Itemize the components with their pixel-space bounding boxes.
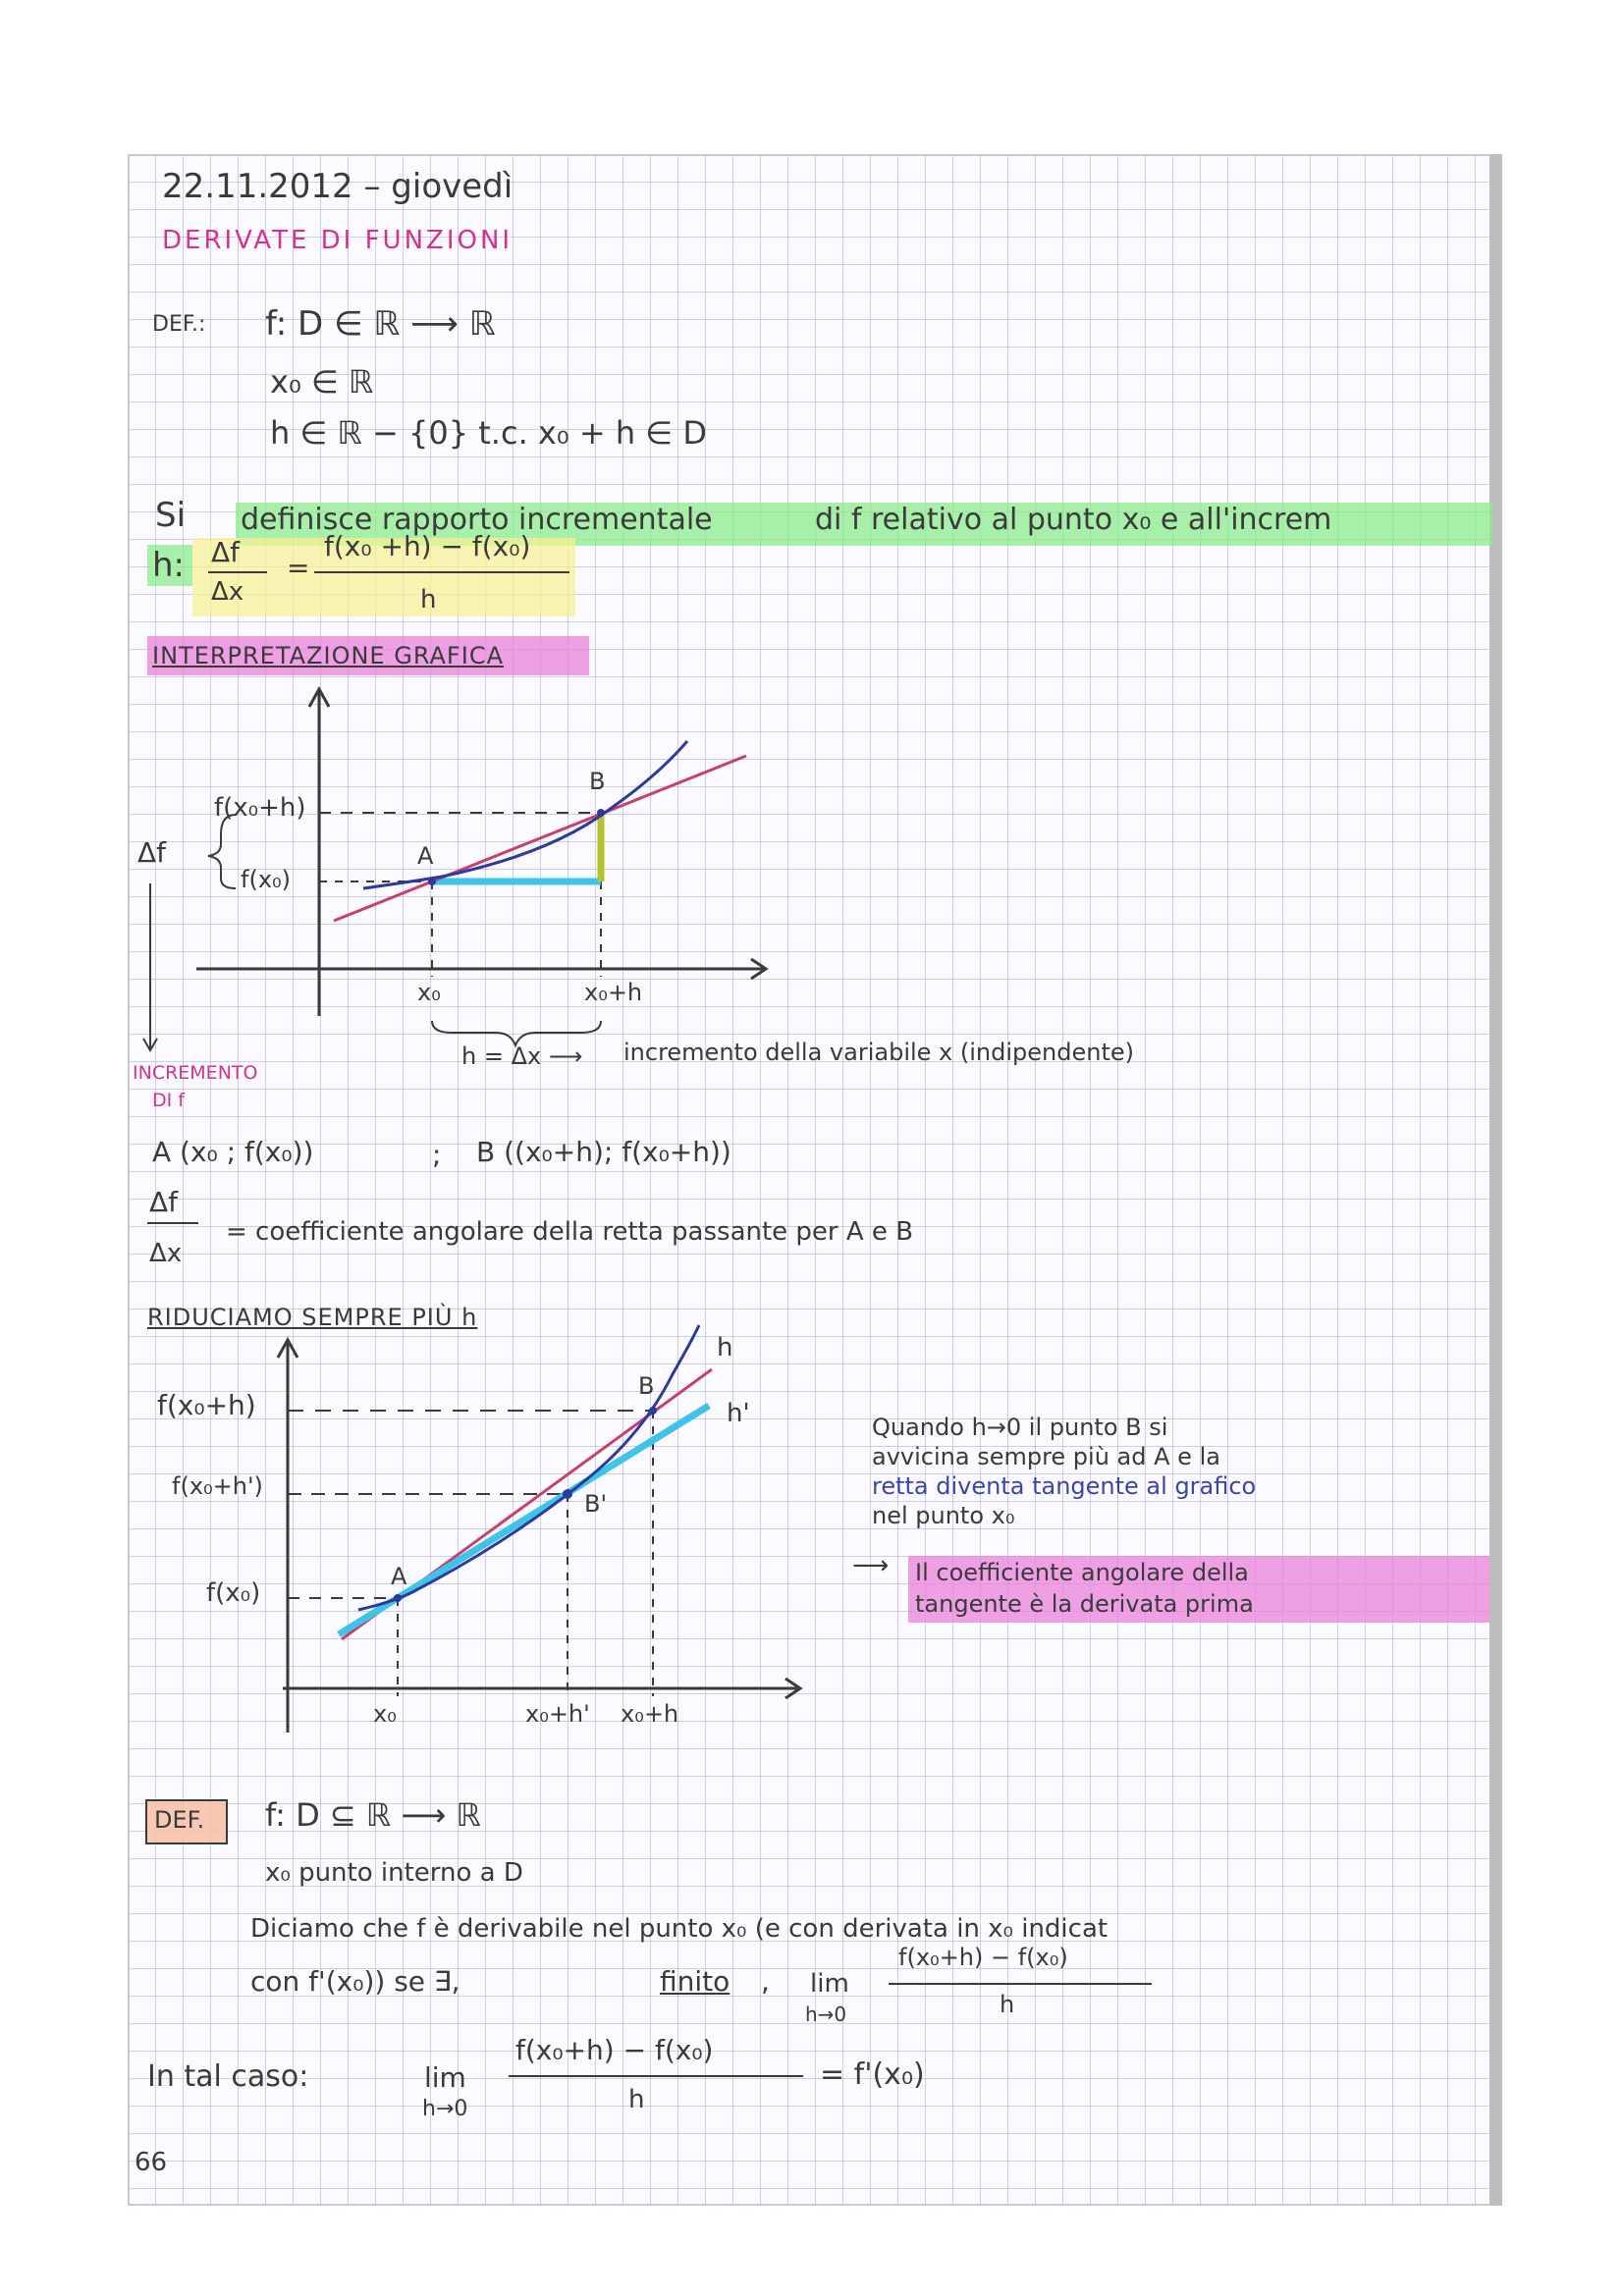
slope-delta-f: Δf bbox=[149, 1186, 179, 1218]
final-result: = f'(x₀) bbox=[820, 2057, 925, 2092]
graph2-label-h1: h' bbox=[727, 1399, 750, 1428]
final-frac-den: h bbox=[628, 2085, 645, 2114]
ratio-delta-x: Δx bbox=[211, 577, 244, 607]
def-function-line: f: D ∈ ℝ ⟶ ℝ bbox=[265, 304, 496, 344]
note-arrow: ⟶ bbox=[852, 1551, 890, 1580]
graph2-label-fx0h1: f(x₀+h') bbox=[172, 1472, 263, 1500]
graph1-delta-f-label: Δf bbox=[137, 836, 167, 869]
slope-text: = coefficiente angolare della retta passante per A e B bbox=[226, 1217, 914, 1247]
graph1-label-fx0h: f(x₀+h) bbox=[214, 793, 306, 823]
final-frac-num: f(x₀+h) − f(x₀) bbox=[515, 2034, 714, 2066]
note-line-4: nel punto x₀ bbox=[872, 1502, 1015, 1529]
in-tal-caso: In tal caso: bbox=[147, 2059, 309, 2094]
graph2-point-b1 bbox=[563, 1489, 572, 1499]
point-b-coords: B ((x₀+h); f(x₀+h)) bbox=[476, 1136, 731, 1168]
note-line-2: avvicina sempre più ad A e la bbox=[872, 1443, 1220, 1470]
point-a-coords: A (x₀ ; f(x₀)) bbox=[152, 1136, 314, 1168]
ratio-numerator: f(x₀ +h) − f(x₀) bbox=[324, 530, 531, 562]
def2-frac-num: f(x₀+h) − f(x₀) bbox=[898, 1944, 1068, 1971]
def-h-line: h ∈ ℝ − {0} t.c. x₀ + h ∈ D bbox=[270, 414, 707, 452]
def2-x0-line: x₀ punto interno a D bbox=[265, 1858, 523, 1888]
ratio-delta-f: Δf bbox=[211, 536, 241, 568]
def2-finito: finito bbox=[660, 1965, 730, 1998]
note-highlight-2: tangente è la derivata prima bbox=[915, 1590, 1254, 1618]
h-label: h: bbox=[152, 546, 186, 585]
graph2-label-a: A bbox=[391, 1563, 407, 1590]
graph1-heading: INTERPRETAZIONE GRAFICA bbox=[152, 642, 504, 669]
graph2-label-x0h1: x₀+h' bbox=[525, 1700, 590, 1728]
date-line: 22.11.2012 – giovedì bbox=[162, 167, 514, 206]
graph1-label-x0: x₀ bbox=[417, 979, 441, 1006]
sentence-start: Si bbox=[155, 496, 187, 535]
sentence-rest: di f relativo al punto x₀ e all'increm bbox=[815, 503, 1332, 537]
sentence-highlight: definisce rapporto incrementale bbox=[241, 503, 713, 537]
graph2-label-fx0: f(x₀) bbox=[206, 1578, 261, 1608]
graph1-label-x0h: x₀+h bbox=[584, 979, 643, 1006]
def2-fraction-bar bbox=[889, 1983, 1152, 1985]
def2-comma: , bbox=[761, 1965, 770, 1998]
def-tag: DEF.: bbox=[152, 312, 206, 337]
graph2-label-fx0h: f(x₀+h) bbox=[157, 1389, 256, 1421]
graph2-point-a bbox=[394, 1594, 402, 1602]
final-fraction-bar bbox=[509, 2075, 803, 2077]
di-f-label: DI f bbox=[152, 1090, 185, 1111]
graph2-label-x0: x₀ bbox=[373, 1700, 397, 1728]
page-number: 66 bbox=[135, 2148, 168, 2177]
h-explanation: incremento della variabile x (indipendente) bbox=[623, 1039, 1134, 1066]
points-separator: ; bbox=[432, 1139, 442, 1171]
h-equals-delta-x: h = Δx ⟶ bbox=[461, 1042, 583, 1070]
ratio-denominator: h bbox=[420, 585, 437, 614]
page-title: DERIVATE DI FUNZIONI bbox=[162, 226, 514, 255]
def2-frac-den: h bbox=[1000, 1991, 1015, 2018]
def2-function-line: f: D ⊆ ℝ ⟶ ℝ bbox=[265, 1796, 481, 1834]
graph2-point-b bbox=[649, 1407, 657, 1415]
graph2-heading: RIDUCIAMO SEMPRE PIÙ h bbox=[147, 1304, 478, 1331]
final-lim: lim bbox=[424, 2061, 466, 2094]
def2-lim-sub: h→0 bbox=[805, 2002, 847, 2026]
note-highlight-1: Il coefficiente angolare della bbox=[915, 1559, 1249, 1586]
def2-derivable-line: Diciamo che f è derivabile nel punto x₀ (e con derivata in x₀ indicat bbox=[250, 1914, 1109, 1944]
graph1-label-b: B bbox=[589, 768, 606, 795]
graph1-label-a: A bbox=[417, 842, 434, 870]
incremento-label: INCREMENTO bbox=[133, 1062, 258, 1084]
def2-lim: lim bbox=[810, 1969, 849, 1999]
final-lim-sub: h→0 bbox=[422, 2097, 468, 2121]
slope-delta-x: Δx bbox=[149, 1239, 183, 1268]
graph2-label-x0h: x₀+h bbox=[621, 1700, 679, 1728]
note-line-1: Quando h→0 il punto B si bbox=[872, 1414, 1168, 1441]
def-x0-line: x₀ ∈ ℝ bbox=[270, 363, 374, 400]
note-line-3: retta diventa tangente al grafico bbox=[872, 1472, 1257, 1500]
graph1-label-fx0: f(x₀) bbox=[241, 866, 291, 893]
def2-exists-line: con f'(x₀)) se ∃, bbox=[250, 1965, 460, 1998]
equals-sign: = bbox=[287, 552, 310, 584]
def2-tag: DEF. bbox=[154, 1806, 205, 1834]
graph2-label-h: h bbox=[717, 1333, 733, 1362]
graph2-label-b1: B' bbox=[584, 1490, 608, 1518]
graph2-function-curve bbox=[358, 1325, 699, 1610]
graph2-label-b: B bbox=[638, 1372, 655, 1400]
